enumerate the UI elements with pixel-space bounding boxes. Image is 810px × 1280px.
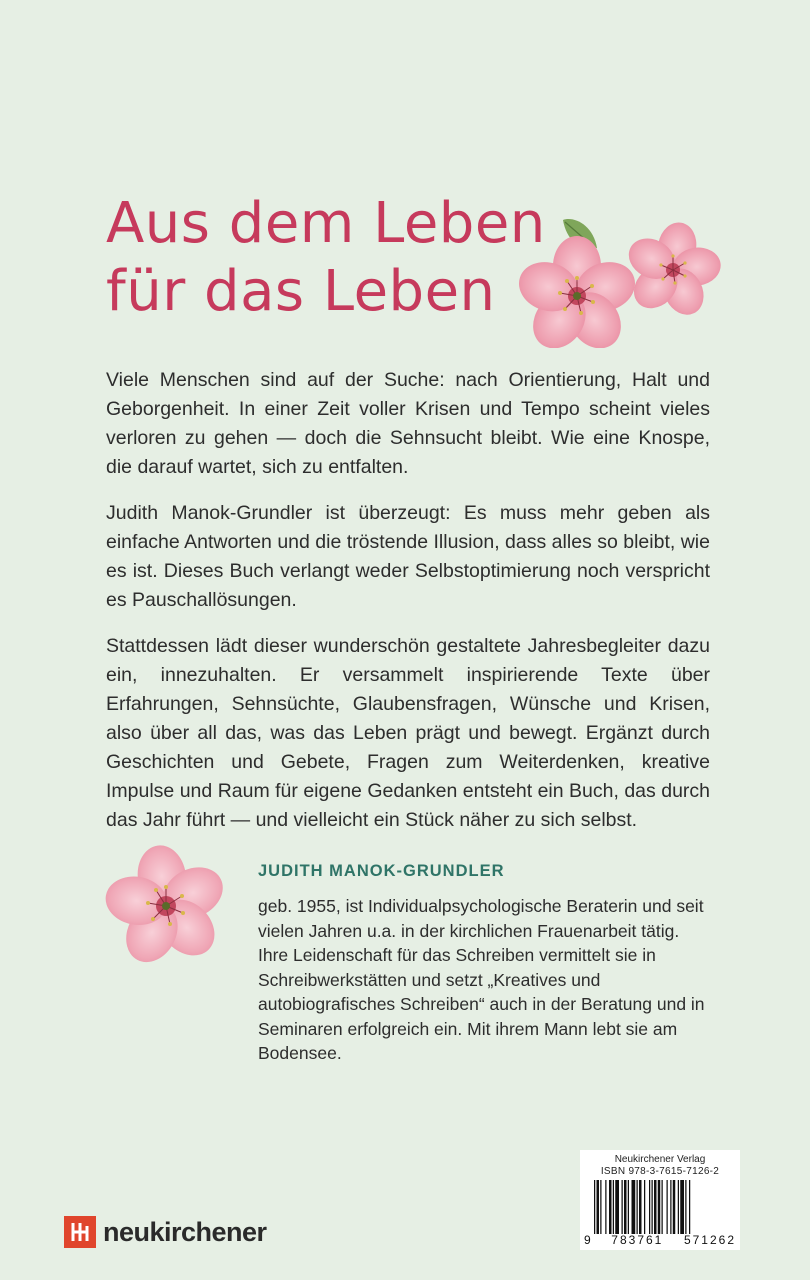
- cherry-blossom-pair-icon: [515, 208, 725, 348]
- author-name: JUDITH MANOK-GRUNDLER: [258, 862, 505, 880]
- blurb-paragraph-2: Judith Manok-Grundler ist überzeugt: Es muss mehr geben als einfache Antworten und die tröstende Illusion, dass alles so bleibt, wie es ist. Dieses Buch verlangt weder Selbstoptimierung noch verspricht es Pauschallösungen.: [106, 502, 710, 611]
- publisher-logo: [64, 1215, 267, 1249]
- isbn-barcode: [580, 1150, 740, 1250]
- barcode-digit-group-2: 571262: [683, 1233, 736, 1247]
- blurb-paragraph-1: Viele Menschen sind auf der Suche: nach Orientierung, Halt und Geborgenheit. In einer Zeit voller Krisen und Tempo scheint vieles verloren zu gehen — doch die Sehnsucht bleibt. Wie eine Knospe, die darauf wartet, sich zu entfalten.: [106, 369, 710, 478]
- neukirchener-logo-icon: [64, 1216, 96, 1248]
- barcode-isbn: ISBN 978-3-7615-7126-2: [600, 1166, 720, 1177]
- blurb: [106, 366, 710, 852]
- barcode-bars: [594, 1180, 732, 1234]
- barcode-digit-prefix: 9: [584, 1233, 591, 1247]
- publisher-logo-text: neukirchener: [103, 1216, 267, 1247]
- title-line-1: Aus dem Leben: [106, 191, 546, 256]
- barcode-publisher: Neukirchener Verlag: [614, 1154, 706, 1165]
- title-line-2: für das Leben: [106, 259, 496, 324]
- cherry-blossom-icon: [100, 843, 235, 973]
- book-title: [106, 190, 546, 326]
- barcode-digit-group-1: 783761: [611, 1233, 664, 1247]
- blurb-paragraph-3: Stattdessen lädt dieser wunderschön gestaltete Jahresbegleiter dazu ein, innezuhalten. Er versammelt inspirierende Texte über Erfahrungen, Sehnsüchte, Glaubensfragen, Wünsche und Krisen, also über all das, was das Leben prägt und bewegt. Ergänzt durch Geschichten und Gebete, Fragen zum Weiterdenken, kreative Impulse und Raum für eigene Gedanken entsteht ein Buch, das durch das Jahr führt — und vielleicht ein Stück näher zu sich selbst.: [106, 635, 710, 831]
- author-bio: geb. 1955, ist Individualpsychologische Beraterin und seit vielen Jahren u.a. in der kirchlichen Frauenarbeit tätig. Ihre Leidenschaft für das Schreiben vermittelt sie in Schreibwerkstätten und setzt „Kreatives und autobiografisches Schreiben“ auch in der Beratung und in Seminaren erfolgreich ein. Mit ihrem Mann lebt sie am Bodensee.: [258, 896, 705, 1063]
- barcode-digits: [584, 1233, 736, 1247]
